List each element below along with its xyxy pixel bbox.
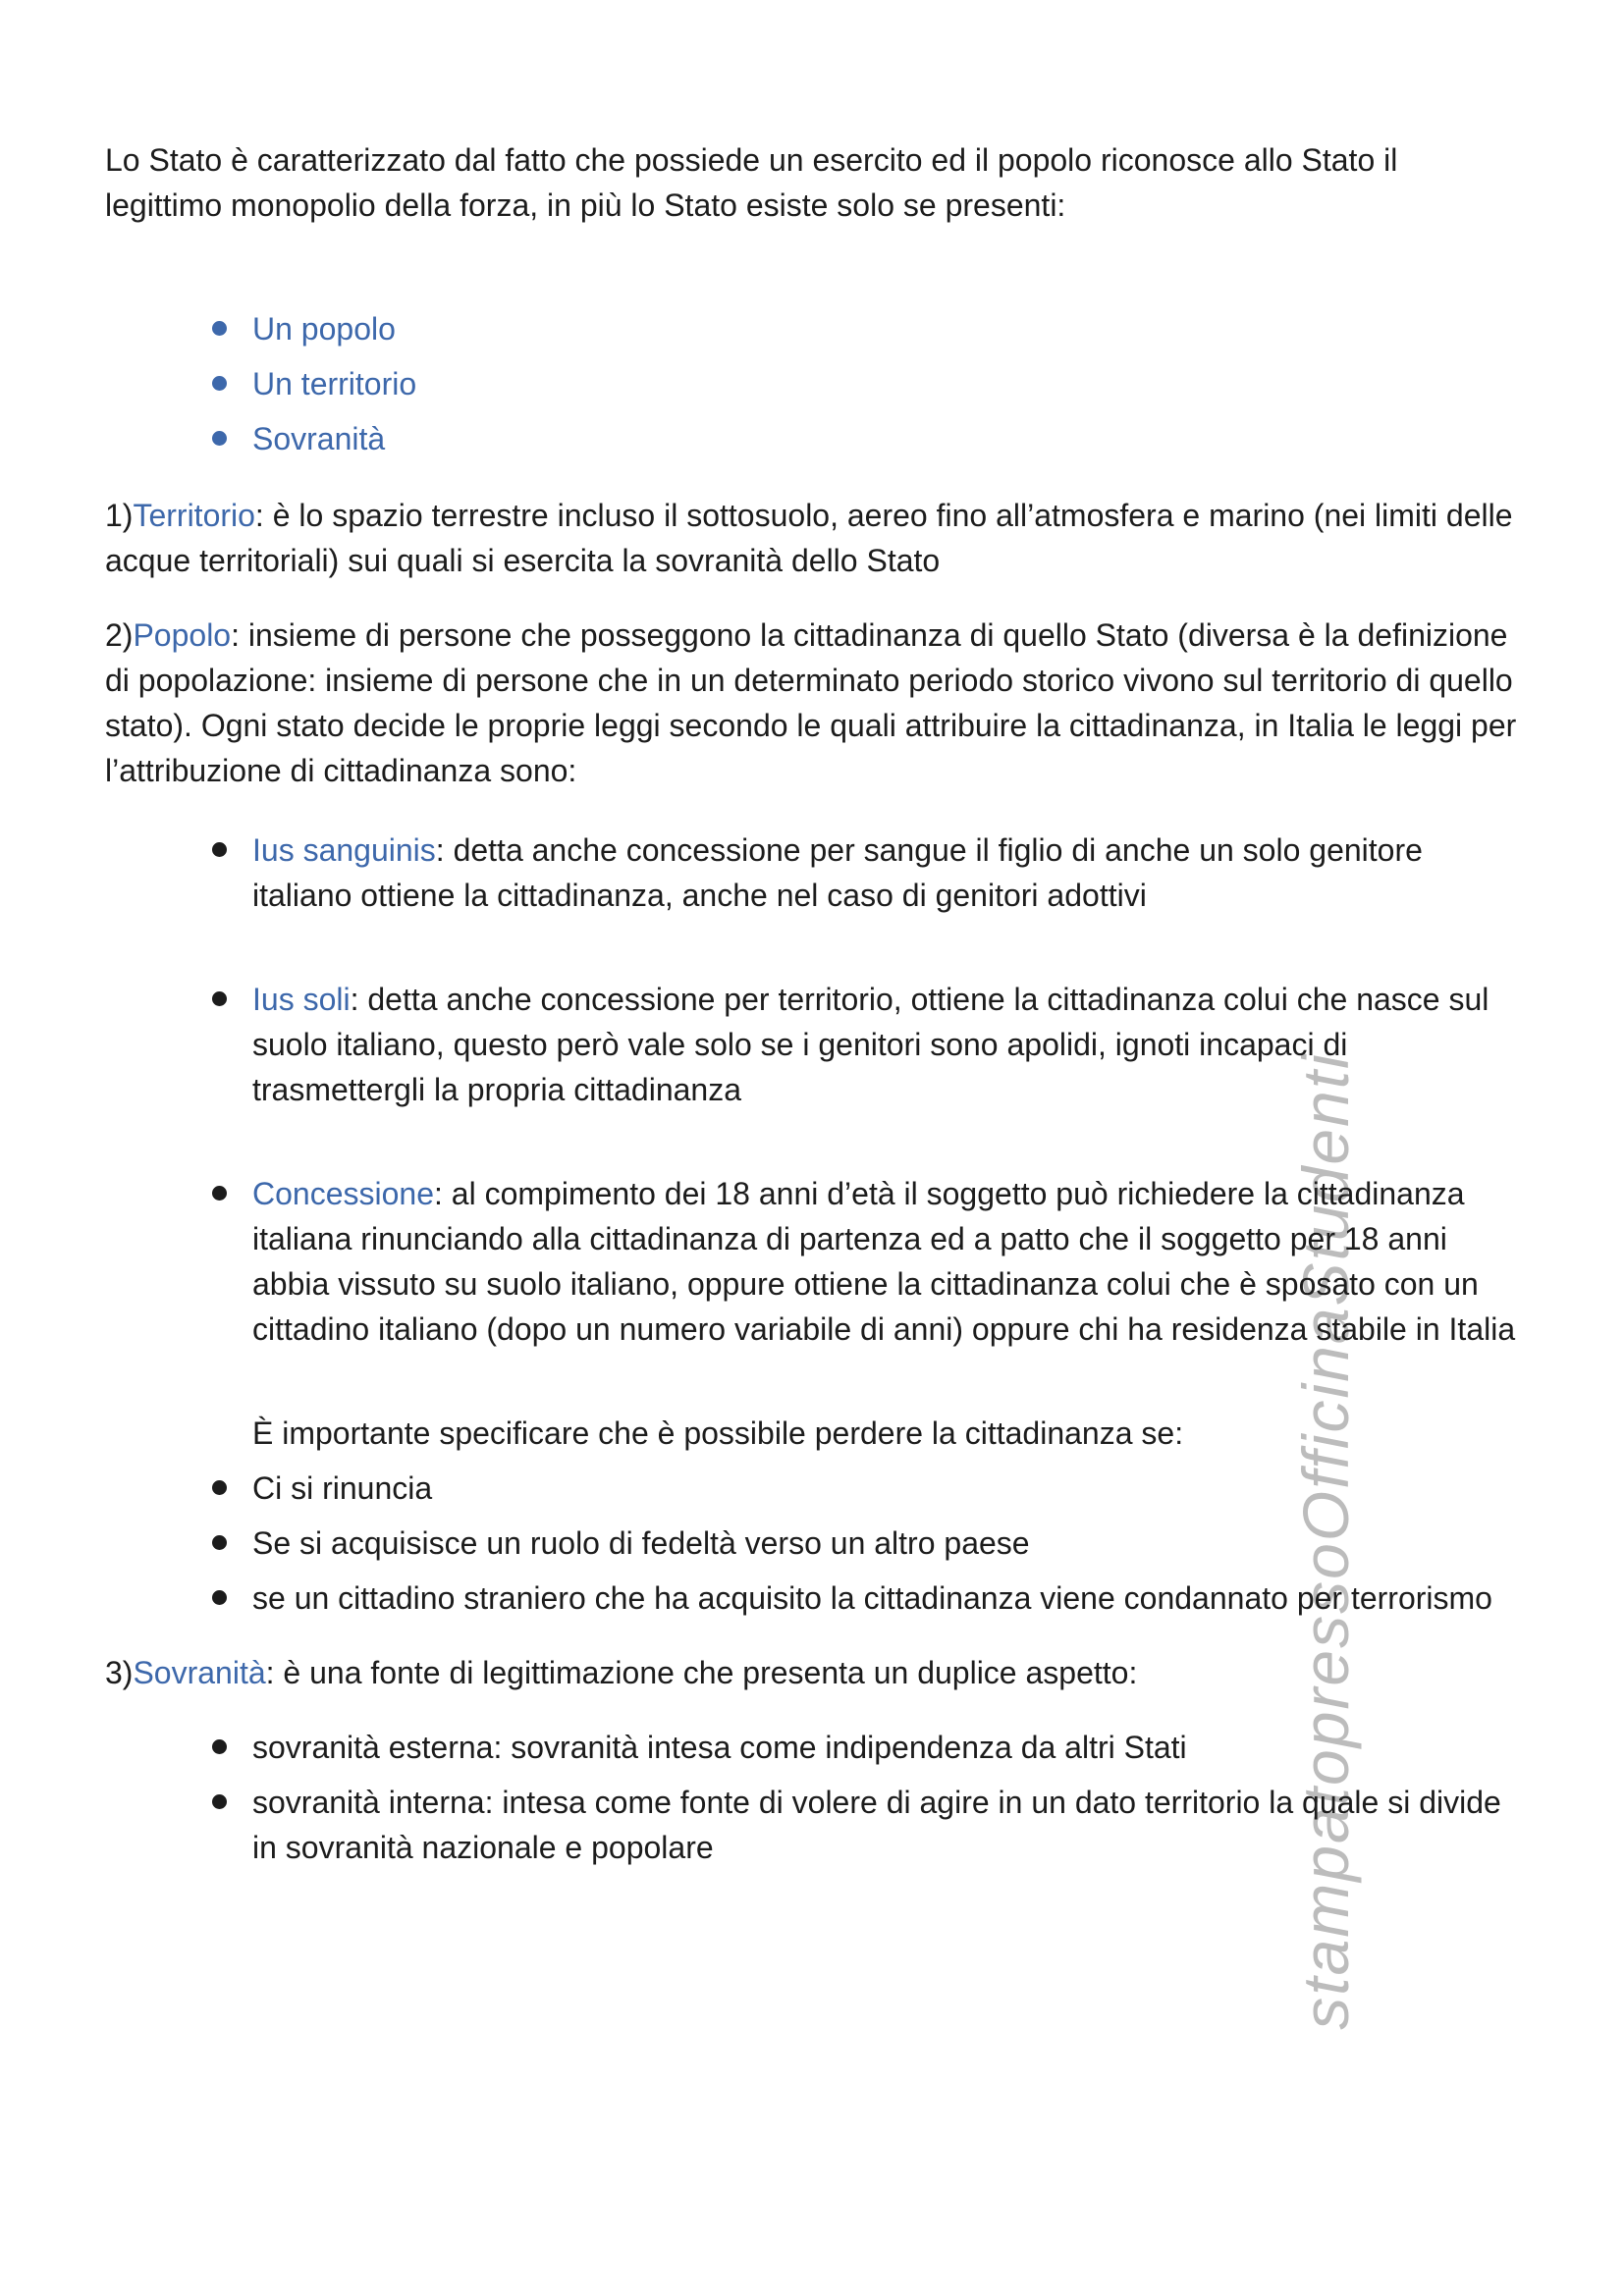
paragraph-number: 1)	[105, 498, 134, 533]
term-ius-soli: Ius soli	[252, 982, 351, 1017]
definition-text: : detta anche concessione per sangue il figlio di anche un solo genitore italiano ottiene la cittadinanza, anche nel caso di genitori adottivi	[252, 832, 1423, 913]
list-item	[252, 361, 1521, 406]
state-elements-list	[105, 306, 1521, 461]
citizenship-types-list	[105, 828, 1521, 1352]
watermark-text: stampatopressoOfficinaStudenti	[1289, 1052, 1362, 2030]
term-concessione: Concessione	[252, 1176, 434, 1211]
sovranita-paragraph	[105, 1650, 1521, 1695]
list-item	[252, 306, 1521, 351]
list-item-text: se un cittadino straniero che ha acquisito la cittadinanza viene condannato per terrorismo	[252, 1580, 1492, 1616]
term-ius-sanguinis: Ius sanguinis	[252, 832, 436, 868]
list-item	[252, 416, 1521, 461]
paragraph-number: 2)	[105, 617, 134, 653]
list-item-text: sovranità esterna: sovranità intesa come indipendenza da altri Stati	[252, 1730, 1187, 1765]
list-item	[252, 1575, 1521, 1621]
term-territorio: Territorio	[133, 498, 255, 533]
paragraph-number: 3)	[105, 1655, 134, 1690]
list-item	[252, 1725, 1521, 1770]
list-item	[252, 1780, 1521, 1870]
list-item-text: Sovranità	[252, 421, 386, 456]
popolo-paragraph	[105, 613, 1521, 793]
list-item	[252, 1171, 1521, 1352]
definition-text: : detta anche concessione per territorio, ottiene la cittadinanza colui che nasce sul suolo italiano, questo però vale solo se i genitori sono apolidi, ignoti incapaci di trasmettergli la propria cittadinanza	[252, 982, 1489, 1107]
list-item-text: Un territorio	[252, 366, 417, 401]
list-item	[252, 828, 1521, 918]
term-sovranita: Sovranità	[133, 1655, 266, 1690]
citizenship-loss-note: È importante specificare che è possibile perdere la cittadinanza se:	[252, 1415, 1184, 1451]
definition-text: : insieme di persone che posseggono la cittadinanza di quello Stato (diversa è la definizione di popolazione: insieme di persone che in un determinato periodo storico vivono sul territorio di quello stato). Ogni stato decide le proprie leggi secondo le quali attribuire la cittadinanza, in Italia le leggi per l’attribuzione di cittadinanza sono:	[105, 617, 1517, 788]
list-item-text: Se si acquisisce un ruolo di fedeltà verso un altro paese	[252, 1525, 1030, 1561]
citizenship-loss-list	[105, 1466, 1521, 1621]
list-item	[252, 977, 1521, 1112]
list-item	[252, 1466, 1521, 1511]
list-item-text: Un popolo	[252, 311, 396, 347]
definition-text: : è lo spazio terrestre incluso il sottosuolo, aereo fino all’atmosfera e marino (nei limiti delle acque territoriali) sui quali si esercita la sovranità dello Stato	[105, 498, 1513, 578]
list-item	[252, 1521, 1521, 1566]
term-popolo: Popolo	[133, 617, 232, 653]
intro-paragraph: Lo Stato è caratterizzato dal fatto che possiede un esercito ed il popolo riconosce allo Stato il legittimo monopolio della forza, in più lo Stato esiste solo se presenti:	[105, 142, 1398, 223]
list-item-text: Ci si rinuncia	[252, 1470, 433, 1506]
definition-text: : al compimento dei 18 anni d’età il soggetto può richiedere la cittadinanza italiana rinunciando alla cittadinanza di partenza ed a patto che il soggetto per 18 anni abbia vissuto su suolo italiano, oppure ottiene la cittadinanza colui che è sposato con un cittadino italiano (dopo un numero variabile di anni) oppure chi ha residenza stabile in Italia	[252, 1176, 1516, 1347]
sovereignty-types-list	[105, 1725, 1521, 1870]
list-item-text: sovranità interna: intesa come fonte di volere di agire in un dato territorio la quale si divide in sovranità nazionale e popolare	[252, 1785, 1501, 1865]
definition-text: : è una fonte di legittimazione che presenta un duplice aspetto:	[265, 1655, 1138, 1690]
territorio-paragraph	[105, 493, 1521, 583]
